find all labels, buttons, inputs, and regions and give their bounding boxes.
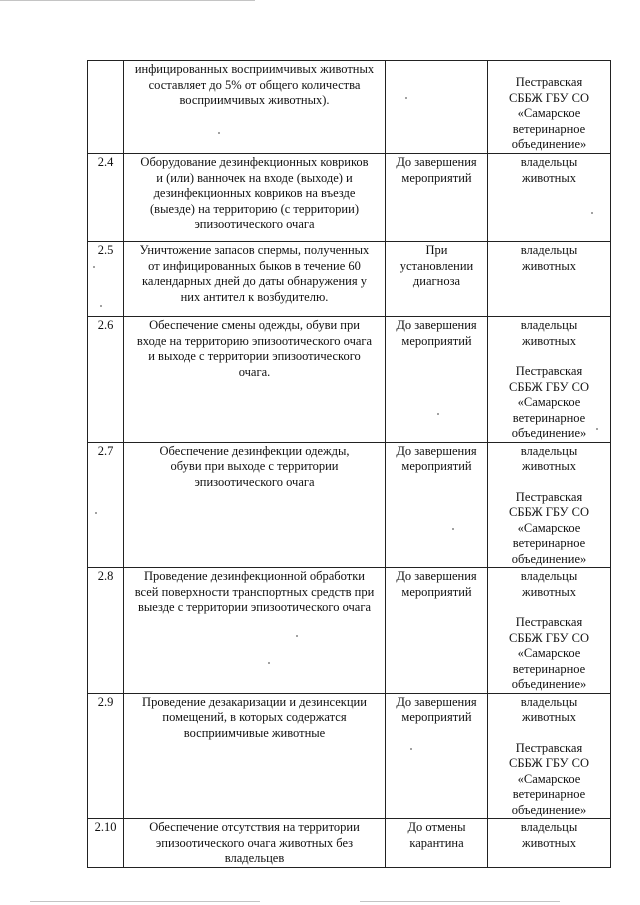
scan-speck <box>93 266 95 268</box>
table-row <box>88 317 611 443</box>
row-number: 2.7 <box>88 442 124 568</box>
table-row <box>88 61 611 154</box>
scan-speck <box>437 413 439 415</box>
scan-speck <box>596 428 598 430</box>
measures-table <box>87 60 611 868</box>
measure-cell: Обеспечение отсутствия на территории эпизоотического очага животных без владельцев <box>124 819 386 868</box>
scan-speck <box>95 512 97 514</box>
responsible-cell: владельцы животных Пестравская СББЖ ГБУ СО «Самарское ветеринарное объединение» <box>488 568 611 694</box>
table-row <box>88 568 611 694</box>
deadline-cell: До завершения мероприятий <box>386 317 488 443</box>
row-number: 2.6 <box>88 317 124 443</box>
table-row <box>88 693 611 819</box>
responsible-cell: владельцы животных <box>488 154 611 242</box>
deadline-cell: При установлении диагноза <box>386 242 488 317</box>
measure-cell: Обеспечение дезинфекции одежды, обуви при выходе с территории эпизоотического очага <box>124 442 386 568</box>
scan-speck <box>591 212 593 214</box>
scan-speck <box>218 132 220 134</box>
deadline-cell: До отмены карантина <box>386 819 488 868</box>
row-number: 2.10 <box>88 819 124 868</box>
scan-speck <box>100 305 102 307</box>
row-number <box>88 61 124 154</box>
table-row <box>88 242 611 317</box>
deadline-cell: До завершения мероприятий <box>386 568 488 694</box>
row-number: 2.9 <box>88 693 124 819</box>
measure-cell: Проведение дезакаризации и дезинсекции помещений, в которых содержатся восприимчивые животные <box>124 693 386 819</box>
table-row <box>88 819 611 868</box>
measure-cell: Проведение дезинфекционной обработки всей поверхности транспортных средств при выезде с территории эпизоотического очага <box>124 568 386 694</box>
measure-cell: Уничтожение запасов спермы, полученных от инфицированных быков в течение 60 календарных дней до даты обнаружения у них антител к возбудителю. <box>124 242 386 317</box>
responsible-cell: Пестравская СББЖ ГБУ СО «Самарское ветеринарное объединение» <box>488 61 611 154</box>
scan-speck <box>452 528 454 530</box>
row-number: 2.5 <box>88 242 124 317</box>
responsible-cell: владельцы животных <box>488 242 611 317</box>
measure-cell: Обеспечение смены одежды, обуви при входе на территорию эпизоотического очага и выходе с территории эпизоотического очага. <box>124 317 386 443</box>
measure-cell: инфицированных восприимчивых животных составляет до 5% от общего количества восприимчивых животных). <box>124 61 386 154</box>
responsible-cell: владельцы животных Пестравская СББЖ ГБУ СО «Самарское ветеринарное объединение» <box>488 442 611 568</box>
responsible-cell: владельцы животных Пестравская СББЖ ГБУ СО «Самарское ветеринарное объединение» <box>488 693 611 819</box>
deadline-cell <box>386 61 488 154</box>
table-row <box>88 442 611 568</box>
scan-speck <box>268 662 270 664</box>
scan-speck <box>296 635 298 637</box>
scan-speck <box>410 748 412 750</box>
scan-speck <box>405 97 407 99</box>
deadline-cell: До завершения мероприятий <box>386 442 488 568</box>
scan-edge-line <box>0 0 255 1</box>
deadline-cell: До завершения мероприятий <box>386 693 488 819</box>
scan-edge-line <box>30 901 260 902</box>
responsible-cell: владельцы животных Пестравская СББЖ ГБУ СО «Самарское ветеринарное объединение» <box>488 317 611 443</box>
measure-cell: Оборудование дезинфекционных ковриков и (или) ванночек на входе (выходе) и дезинфекционных ковриков на въезде (выезде) на территорию (с территории) эпизоотического очага <box>124 154 386 242</box>
row-number: 2.8 <box>88 568 124 694</box>
scan-edge-line <box>360 901 560 902</box>
deadline-cell: До завершения мероприятий <box>386 154 488 242</box>
table-row <box>88 154 611 242</box>
responsible-cell: владельцы животных <box>488 819 611 868</box>
row-number: 2.4 <box>88 154 124 242</box>
